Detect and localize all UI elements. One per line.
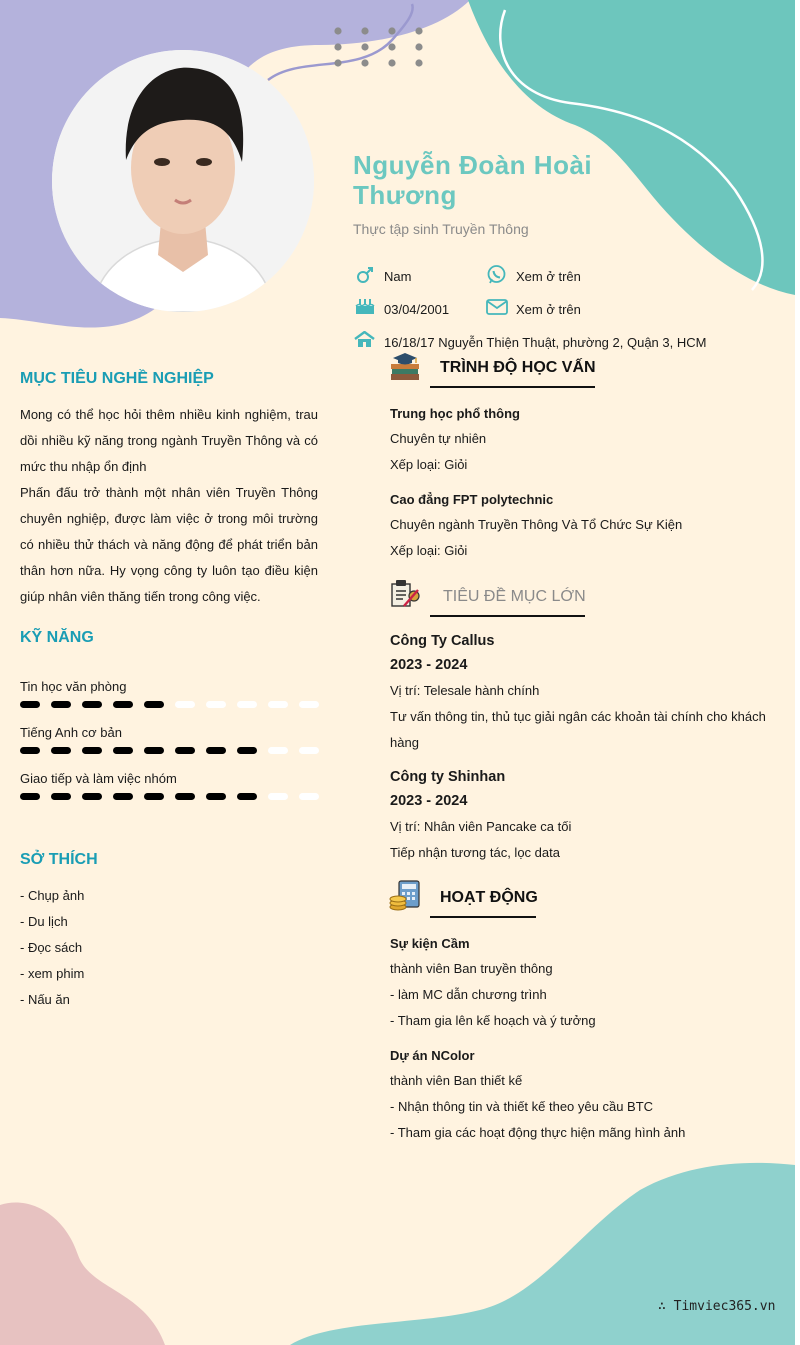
education-major: Chuyên ngành Truyền Thông Và Tổ Chức Sự Kiện: [390, 517, 683, 532]
skill-dash-filled: [237, 793, 257, 800]
activities-title: HOẠT ĐỘNG: [440, 889, 538, 906]
skill-dash-empty: [299, 793, 319, 800]
skill-dash-filled: [82, 747, 102, 754]
skill-dash-filled: [144, 793, 164, 800]
experience-company: Công Ty Callus: [390, 633, 495, 649]
teal-bottom-blob: [290, 1163, 795, 1345]
watermark: ∴ Timviec365.vn: [658, 1299, 776, 1314]
birthday-value: 03/04/2001: [384, 302, 450, 317]
calculator-coins-icon: [389, 879, 421, 911]
education-grade: Xếp loại: Giỏi: [390, 543, 468, 558]
phone-icon: [486, 264, 507, 285]
experience-period: 2023 - 2024: [390, 657, 468, 673]
skill-dash-filled: [206, 793, 226, 800]
activity-task: - làm MC dẫn chương trình: [390, 987, 547, 1002]
experience-description: Tiếp nhận tương tác, lọc data: [390, 845, 560, 860]
work-documents-icon: [389, 578, 421, 610]
skill-dash-filled: [113, 701, 133, 708]
education-underline: [430, 386, 595, 388]
skill-dash-filled: [175, 793, 195, 800]
education-title: TRÌNH ĐỘ HỌC VẤN: [440, 359, 596, 376]
activity-name: Dự án NColor: [390, 1048, 475, 1063]
address-value: 16/18/17 Nguyễn Thiện Thuật, phường 2, Quận 3, HCM: [384, 335, 707, 350]
email-icon: [486, 299, 508, 315]
skill-rating-bar: [20, 747, 320, 755]
activity-role: thành viên Ban thiết kế: [390, 1073, 523, 1088]
experience-position: Vị trí: Nhân viên Pancake ca tối: [390, 819, 572, 834]
skill-dash-filled: [82, 793, 102, 800]
experience-position: Vị trí: Telesale hành chính: [390, 683, 540, 698]
skill-dash-filled: [51, 701, 71, 708]
skill-dash-empty: [206, 701, 226, 708]
skill-dash-filled: [82, 701, 102, 708]
skill-dash-filled: [175, 747, 195, 754]
name-line-1: Nguyễn Đoàn Hoài: [353, 150, 593, 180]
gender-value: Nam: [384, 269, 412, 284]
skill-dash-empty: [175, 701, 195, 708]
email-value: Xem ở trên: [516, 302, 581, 317]
portrait-photo: [52, 50, 314, 312]
hobby-item: - Nấu ăn: [20, 992, 70, 1007]
experience-title: TIÊU ĐỀ MỤC LỚN: [443, 588, 586, 605]
hobbies-title: SỞ THÍCH: [20, 851, 98, 868]
objective-paragraph-2: Phấn đấu trở thành một nhân viên Truyền Thông chuyên nghiệp, được làm việc ở trong môi trường có nhiều thử thách và năng động để phát triển bản thân hơn nữa. Hy vọng công ty luôn tạo điều kiện giúp nhân viên thăng tiến trong công việc.: [20, 485, 318, 604]
activity-name: Sự kiện Cầm: [390, 936, 470, 951]
skill-dash-filled: [113, 747, 133, 754]
skill-rating-bar: [20, 793, 320, 801]
experience-underline: [430, 615, 585, 617]
skill-dash-filled: [20, 747, 40, 754]
activity-task: - Nhận thông tin và thiết kế theo yêu cầu BTC: [390, 1099, 654, 1114]
activities-underline: [430, 916, 536, 918]
skill-dash-filled: [20, 701, 40, 708]
teal-blob: [468, 0, 795, 295]
hobby-item: - Đọc sách: [20, 940, 83, 955]
experience-company: Công ty Shinhan: [390, 769, 506, 785]
skill-dash-empty: [299, 701, 319, 708]
skills-title: KỸ NĂNG: [20, 629, 94, 646]
activity-task: - Tham gia lên kế hoạch và ý tưởng: [390, 1013, 596, 1028]
experience-description-cont: hàng: [390, 735, 419, 750]
books-graduation-cap-icon: [389, 350, 421, 382]
skill-label: Giao tiếp và làm việc nhóm: [20, 771, 177, 786]
candidate-name: [353, 150, 592, 210]
name-line-2: Thương: [353, 180, 457, 210]
skill-rating-bar: [20, 701, 320, 709]
skill-dash-filled: [144, 701, 164, 708]
activity-task: - Tham gia các hoạt động thực hiện mãng hình ảnh: [390, 1125, 686, 1140]
profile-photo: [52, 50, 314, 312]
gender-icon: [355, 265, 375, 285]
skill-dash-empty: [268, 701, 288, 708]
objective-paragraph-1: Mong có thể học hỏi thêm nhiều kinh nghiệm, trau dồi nhiều kỹ năng trong ngành Truyền Thông và có mức thu nhập ổn định: [20, 407, 318, 474]
experience-description: Tư vấn thông tin, thủ tục giải ngân các khoản tài chính cho khách: [390, 709, 766, 724]
hobby-item: - Du lịch: [20, 914, 68, 929]
hobby-item: - Chụp ảnh: [20, 888, 85, 903]
birthday-cake-icon: [354, 296, 376, 316]
pink-blob: [0, 1202, 165, 1345]
education-school: Trung học phổ thông: [390, 406, 520, 421]
education-school: Cao đẳng FPT polytechnic: [390, 492, 554, 507]
skill-dash-filled: [206, 747, 226, 754]
skill-dash-empty: [299, 747, 319, 754]
home-icon: [354, 331, 375, 348]
skill-dash-empty: [268, 793, 288, 800]
skill-label: Tin học văn phòng: [20, 679, 127, 694]
experience-period: 2023 - 2024: [390, 793, 468, 809]
skill-dash-filled: [51, 747, 71, 754]
skill-dash-empty: [268, 747, 288, 754]
education-grade: Xếp loại: Giỏi: [390, 457, 468, 472]
skill-dash-filled: [144, 747, 164, 754]
skill-dash-filled: [20, 793, 40, 800]
job-title: Thực tập sinh Truyền Thông: [353, 221, 529, 237]
activity-role: thành viên Ban truyền thông: [390, 961, 553, 976]
objective-title: MỤC TIÊU NGHỀ NGHIỆP: [20, 370, 214, 387]
skill-dash-filled: [113, 793, 133, 800]
skill-dash-filled: [237, 747, 257, 754]
education-major: Chuyên tự nhiên: [390, 431, 487, 446]
skill-label: Tiếng Anh cơ bản: [20, 725, 123, 740]
phone-value: Xem ở trên: [516, 269, 581, 284]
skill-dash-empty: [237, 701, 257, 708]
hobby-item: - xem phim: [20, 966, 85, 981]
skill-dash-filled: [51, 793, 71, 800]
